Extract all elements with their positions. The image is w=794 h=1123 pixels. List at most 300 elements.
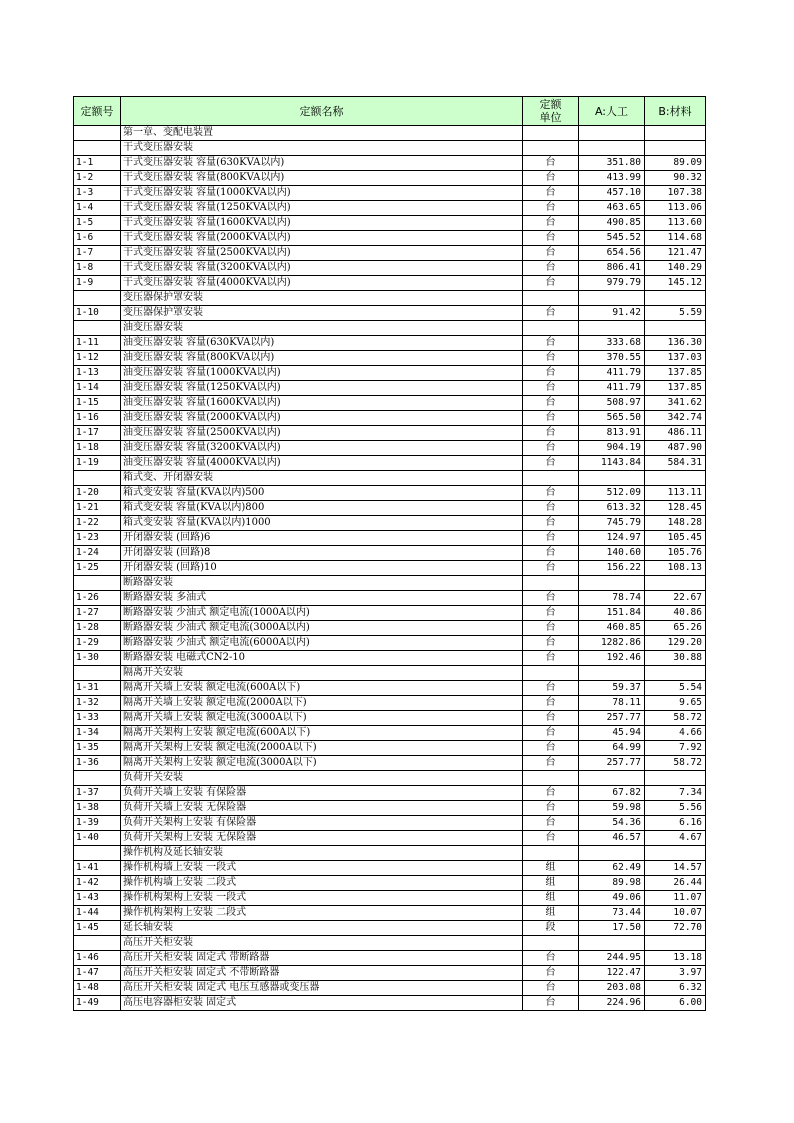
row-code: 1-25: [74, 561, 121, 576]
table-row: [74, 831, 706, 846]
row-code: [74, 846, 121, 861]
row-labor: 64.99: [579, 741, 645, 756]
row-material: 487.90: [645, 441, 706, 456]
table-row: [74, 981, 706, 996]
row-unit: 台: [523, 981, 579, 996]
table-row: [74, 996, 706, 1011]
row-name: 油变压器安装 容量(2500KVA以内): [121, 426, 523, 441]
row-unit: 台: [523, 276, 579, 291]
row-unit: 台: [523, 651, 579, 666]
row-labor: [579, 321, 645, 336]
row-name: 油变压器安装 容量(1250KVA以内): [121, 381, 523, 396]
table-row: [74, 201, 706, 216]
table-row: [74, 681, 706, 696]
row-code: 1-12: [74, 351, 121, 366]
row-unit: 台: [523, 996, 579, 1011]
table-row: [74, 906, 706, 921]
row-unit: 台: [523, 186, 579, 201]
row-unit: 台: [523, 561, 579, 576]
row-unit: 台: [523, 531, 579, 546]
row-labor: 62.49: [579, 861, 645, 876]
row-code: 1-23: [74, 531, 121, 546]
row-labor: 122.47: [579, 966, 645, 981]
row-material: 137.03: [645, 351, 706, 366]
row-unit: 台: [523, 261, 579, 276]
table-row: [74, 861, 706, 876]
row-name: 油变压器安装 容量(2000KVA以内): [121, 411, 523, 426]
row-code: 1-49: [74, 996, 121, 1011]
table-row: [74, 966, 706, 981]
row-unit: 台: [523, 711, 579, 726]
row-code: 1-10: [74, 306, 121, 321]
row-labor: 257.77: [579, 756, 645, 771]
row-name: 操作机构架构上安装 一段式: [121, 891, 523, 906]
row-name: 负荷开关墙上安装 有保险器: [121, 786, 523, 801]
row-code: 1-33: [74, 711, 121, 726]
row-labor: [579, 936, 645, 951]
row-name: 隔离开关墙上安装 额定电流(3000A以下): [121, 711, 523, 726]
row-labor: 512.09: [579, 486, 645, 501]
row-unit: 台: [523, 591, 579, 606]
row-unit: 台: [523, 546, 579, 561]
row-name: 干式变压器安装 容量(1000KVA以内): [121, 186, 523, 201]
row-labor: 156.22: [579, 561, 645, 576]
row-code: 1-42: [74, 876, 121, 891]
row-code: [74, 471, 121, 486]
row-labor: 140.60: [579, 546, 645, 561]
row-unit: 台: [523, 216, 579, 231]
row-material: 107.38: [645, 186, 706, 201]
row-material: 10.07: [645, 906, 706, 921]
table-row: [74, 126, 706, 141]
row-name: 断路器安装 少油式 额定电流(6000A以内): [121, 636, 523, 651]
row-labor: [579, 141, 645, 156]
row-code: [74, 321, 121, 336]
row-unit: [523, 771, 579, 786]
row-code: 1-21: [74, 501, 121, 516]
row-name: 干式变压器安装 容量(2000KVA以内): [121, 231, 523, 246]
row-name: 隔离开关墙上安装 额定电流(600A以下): [121, 681, 523, 696]
row-unit: 台: [523, 726, 579, 741]
row-unit: 台: [523, 696, 579, 711]
row-code: 1-7: [74, 246, 121, 261]
row-code: 1-28: [74, 621, 121, 636]
row-code: 1-9: [74, 276, 121, 291]
row-unit: 台: [523, 966, 579, 981]
row-name: 第一章、变配电装置: [121, 126, 523, 141]
row-code: 1-5: [74, 216, 121, 231]
table-row: [74, 141, 706, 156]
row-labor: 257.77: [579, 711, 645, 726]
row-material: 6.00: [645, 996, 706, 1011]
row-code: 1-35: [74, 741, 121, 756]
row-name: 干式变压器安装 容量(1600KVA以内): [121, 216, 523, 231]
row-material: 65.26: [645, 621, 706, 636]
row-unit: [523, 576, 579, 591]
row-material: 113.11: [645, 486, 706, 501]
row-material: 341.62: [645, 396, 706, 411]
table-row: [74, 351, 706, 366]
row-name: 操作机构架构上安装 二段式: [121, 906, 523, 921]
row-code: [74, 126, 121, 141]
row-code: 1-31: [74, 681, 121, 696]
row-material: [645, 471, 706, 486]
row-unit: 台: [523, 441, 579, 456]
row-name: 高压开关柜安装: [121, 936, 523, 951]
row-labor: 613.32: [579, 501, 645, 516]
row-unit: [523, 291, 579, 306]
table-row: [74, 291, 706, 306]
row-name: 负荷开关架构上安装 有保险器: [121, 816, 523, 831]
row-name: 干式变压器安装 容量(1250KVA以内): [121, 201, 523, 216]
table-row: [74, 501, 706, 516]
header-code: 定额号: [74, 97, 121, 126]
table-row: [74, 531, 706, 546]
table-body: [74, 126, 706, 1011]
table-row: [74, 726, 706, 741]
row-unit: [523, 126, 579, 141]
row-labor: 244.95: [579, 951, 645, 966]
row-name: 变压器保护罩安装: [121, 306, 523, 321]
row-code: [74, 936, 121, 951]
row-code: [74, 771, 121, 786]
table-row: [74, 411, 706, 426]
row-unit: 台: [523, 621, 579, 636]
row-unit: 台: [523, 351, 579, 366]
row-name: 高压开关柜安装 固定式 带断路器: [121, 951, 523, 966]
row-name: 断路器安装 少油式 额定电流(3000A以内): [121, 621, 523, 636]
row-name: 操作机构及延长轴安装: [121, 846, 523, 861]
row-name: 断路器安装: [121, 576, 523, 591]
row-material: 342.74: [645, 411, 706, 426]
row-code: 1-8: [74, 261, 121, 276]
table-row: [74, 321, 706, 336]
row-labor: 565.50: [579, 411, 645, 426]
row-labor: 463.65: [579, 201, 645, 216]
row-name: 操作机构墙上安装 一段式: [121, 861, 523, 876]
row-labor: 59.37: [579, 681, 645, 696]
row-material: 3.97: [645, 966, 706, 981]
row-code: [74, 666, 121, 681]
header-name: 定额名称: [121, 97, 523, 126]
row-unit: [523, 471, 579, 486]
row-material: 72.70: [645, 921, 706, 936]
row-unit: 台: [523, 486, 579, 501]
row-unit: [523, 666, 579, 681]
row-name: 箱式变安装 容量(KVA以内)800: [121, 501, 523, 516]
row-code: 1-24: [74, 546, 121, 561]
row-material: 58.72: [645, 711, 706, 726]
table-row: [74, 306, 706, 321]
row-unit: 台: [523, 426, 579, 441]
row-labor: [579, 666, 645, 681]
row-material: 90.32: [645, 171, 706, 186]
row-labor: 508.97: [579, 396, 645, 411]
row-labor: 46.57: [579, 831, 645, 846]
row-unit: 台: [523, 366, 579, 381]
row-name: 干式变压器安装 容量(4000KVA以内): [121, 276, 523, 291]
row-labor: 1143.84: [579, 456, 645, 471]
row-labor: 45.94: [579, 726, 645, 741]
row-name: 开闭器安装 (回路)6: [121, 531, 523, 546]
row-name: 油变压器安装 容量(630KVA以内): [121, 336, 523, 351]
row-labor: [579, 846, 645, 861]
row-code: 1-38: [74, 801, 121, 816]
row-material: 7.92: [645, 741, 706, 756]
row-name: 油变压器安装: [121, 321, 523, 336]
row-unit: 台: [523, 156, 579, 171]
row-code: 1-13: [74, 366, 121, 381]
row-unit: 台: [523, 501, 579, 516]
row-unit: 台: [523, 516, 579, 531]
table-row: [74, 471, 706, 486]
row-unit: 段: [523, 921, 579, 936]
row-material: 5.59: [645, 306, 706, 321]
row-material: 136.30: [645, 336, 706, 351]
row-labor: 370.55: [579, 351, 645, 366]
table-row: [74, 921, 706, 936]
row-name: 延长轴安装: [121, 921, 523, 936]
header-unit: [523, 97, 579, 126]
row-name: 断路器安装 少油式 额定电流(1000A以内): [121, 606, 523, 621]
row-labor: 59.98: [579, 801, 645, 816]
row-name: 隔离开关安装: [121, 666, 523, 681]
table-row: [74, 246, 706, 261]
row-material: 137.85: [645, 381, 706, 396]
row-material: 113.06: [645, 201, 706, 216]
row-name: 断路器安装 电磁式CN2-10: [121, 651, 523, 666]
row-code: 1-43: [74, 891, 121, 906]
row-name: 高压开关柜安装 固定式 不带断路器: [121, 966, 523, 981]
row-labor: 192.46: [579, 651, 645, 666]
table-row: [74, 741, 706, 756]
header-labor: A:人工: [579, 97, 645, 126]
header-material: B:材料: [645, 97, 706, 126]
row-labor: 124.97: [579, 531, 645, 546]
row-material: 137.85: [645, 366, 706, 381]
table-row: [74, 366, 706, 381]
row-unit: 台: [523, 951, 579, 966]
row-name: 隔离开关架构上安装 额定电流(600A以下): [121, 726, 523, 741]
row-labor: 457.10: [579, 186, 645, 201]
row-labor: [579, 576, 645, 591]
row-code: 1-41: [74, 861, 121, 876]
row-unit: 组: [523, 876, 579, 891]
row-labor: 654.56: [579, 246, 645, 261]
row-labor: 78.74: [579, 591, 645, 606]
row-material: 584.31: [645, 456, 706, 471]
table-row: [74, 561, 706, 576]
row-material: 6.16: [645, 816, 706, 831]
row-labor: [579, 771, 645, 786]
table-row: [74, 486, 706, 501]
row-code: 1-32: [74, 696, 121, 711]
row-code: 1-29: [74, 636, 121, 651]
row-material: 22.67: [645, 591, 706, 606]
table-row: [74, 711, 706, 726]
row-material: [645, 141, 706, 156]
row-unit: 台: [523, 456, 579, 471]
row-material: 113.60: [645, 216, 706, 231]
row-labor: [579, 471, 645, 486]
row-code: 1-3: [74, 186, 121, 201]
table-row: [74, 891, 706, 906]
row-code: 1-47: [74, 966, 121, 981]
row-unit: 台: [523, 801, 579, 816]
row-unit: 台: [523, 756, 579, 771]
row-name: 开闭器安装 (回路)10: [121, 561, 523, 576]
row-labor: 17.50: [579, 921, 645, 936]
table-row: [74, 846, 706, 861]
row-code: 1-27: [74, 606, 121, 621]
row-material: 40.86: [645, 606, 706, 621]
table-row: [74, 381, 706, 396]
row-code: 1-40: [74, 831, 121, 846]
row-unit: 台: [523, 201, 579, 216]
table-row: [74, 456, 706, 471]
row-code: 1-36: [74, 756, 121, 771]
row-unit: 台: [523, 831, 579, 846]
row-unit: [523, 141, 579, 156]
table-row: [74, 216, 706, 231]
row-name: 干式变压器安装 容量(3200KVA以内): [121, 261, 523, 276]
table-row: [74, 396, 706, 411]
row-unit: 台: [523, 606, 579, 621]
row-unit: 台: [523, 636, 579, 651]
table-row: [74, 666, 706, 681]
row-material: 30.88: [645, 651, 706, 666]
row-unit: 台: [523, 411, 579, 426]
table-row: [74, 516, 706, 531]
row-code: 1-48: [74, 981, 121, 996]
row-unit: 组: [523, 861, 579, 876]
row-unit: 台: [523, 741, 579, 756]
row-labor: 49.06: [579, 891, 645, 906]
row-labor: 545.52: [579, 231, 645, 246]
row-labor: 411.79: [579, 381, 645, 396]
row-material: 5.54: [645, 681, 706, 696]
row-name: 高压开关柜安装 固定式 电压互感器或变压器: [121, 981, 523, 996]
row-name: 干式变压器安装: [121, 141, 523, 156]
row-code: 1-45: [74, 921, 121, 936]
row-material: 108.13: [645, 561, 706, 576]
row-name: 断路器安装 多油式: [121, 591, 523, 606]
row-code: 1-18: [74, 441, 121, 456]
row-name: 负荷开关墙上安装 无保险器: [121, 801, 523, 816]
header-unit-line1: 定额: [539, 98, 562, 111]
row-material: 148.28: [645, 516, 706, 531]
row-material: 4.66: [645, 726, 706, 741]
table-row: [74, 651, 706, 666]
row-code: 1-34: [74, 726, 121, 741]
row-material: [645, 846, 706, 861]
row-name: 油变压器安装 容量(1000KVA以内): [121, 366, 523, 381]
row-material: 140.29: [645, 261, 706, 276]
row-code: 1-30: [74, 651, 121, 666]
row-name: 隔离开关架构上安装 额定电流(3000A以下): [121, 756, 523, 771]
row-name: 操作机构墙上安装 二段式: [121, 876, 523, 891]
table-row: [74, 801, 706, 816]
table-row: [74, 606, 706, 621]
row-code: 1-22: [74, 516, 121, 531]
table-row: [74, 231, 706, 246]
row-unit: [523, 321, 579, 336]
row-material: [645, 771, 706, 786]
row-unit: 台: [523, 681, 579, 696]
table-row: [74, 426, 706, 441]
row-material: 14.57: [645, 861, 706, 876]
row-material: 105.45: [645, 531, 706, 546]
row-labor: 745.79: [579, 516, 645, 531]
table-row: [74, 576, 706, 591]
row-material: 7.34: [645, 786, 706, 801]
row-unit: 台: [523, 171, 579, 186]
row-labor: [579, 126, 645, 141]
row-material: 13.18: [645, 951, 706, 966]
row-name: 油变压器安装 容量(1600KVA以内): [121, 396, 523, 411]
row-name: 油变压器安装 容量(800KVA以内): [121, 351, 523, 366]
table-row: [74, 876, 706, 891]
table-row: [74, 951, 706, 966]
row-unit: 台: [523, 396, 579, 411]
row-code: 1-2: [74, 171, 121, 186]
row-name: 隔离开关墙上安装 额定电流(2000A以下): [121, 696, 523, 711]
row-code: [74, 576, 121, 591]
row-unit: 台: [523, 231, 579, 246]
row-code: 1-26: [74, 591, 121, 606]
row-name: 干式变压器安装 容量(630KVA以内): [121, 156, 523, 171]
row-material: 105.76: [645, 546, 706, 561]
row-name: 开闭器安装 (回路)8: [121, 546, 523, 561]
header-row: [74, 97, 706, 126]
row-labor: 54.36: [579, 816, 645, 831]
row-unit: 台: [523, 246, 579, 261]
row-material: 58.72: [645, 756, 706, 771]
row-unit: 台: [523, 786, 579, 801]
row-code: 1-1: [74, 156, 121, 171]
row-labor: 203.08: [579, 981, 645, 996]
table-row: [74, 546, 706, 561]
row-name: 箱式变安装 容量(KVA以内)1000: [121, 516, 523, 531]
quota-table: [73, 96, 706, 1011]
table-row: [74, 621, 706, 636]
row-code: 1-39: [74, 816, 121, 831]
row-code: 1-16: [74, 411, 121, 426]
row-code: 1-20: [74, 486, 121, 501]
row-code: 1-19: [74, 456, 121, 471]
table-row: [74, 816, 706, 831]
row-labor: 67.82: [579, 786, 645, 801]
table-row: [74, 186, 706, 201]
row-unit: 组: [523, 906, 579, 921]
table-row: [74, 171, 706, 186]
row-unit: [523, 846, 579, 861]
row-material: 6.32: [645, 981, 706, 996]
row-labor: 73.44: [579, 906, 645, 921]
table-row: [74, 156, 706, 171]
row-material: 9.65: [645, 696, 706, 711]
table-row: [74, 771, 706, 786]
row-material: 114.68: [645, 231, 706, 246]
table-row: [74, 756, 706, 771]
row-material: 121.47: [645, 246, 706, 261]
row-labor: 460.85: [579, 621, 645, 636]
row-code: 1-4: [74, 201, 121, 216]
row-code: 1-37: [74, 786, 121, 801]
row-labor: 904.19: [579, 441, 645, 456]
header-unit-line2: 单位: [539, 111, 562, 124]
row-name: 油变压器安装 容量(3200KVA以内): [121, 441, 523, 456]
